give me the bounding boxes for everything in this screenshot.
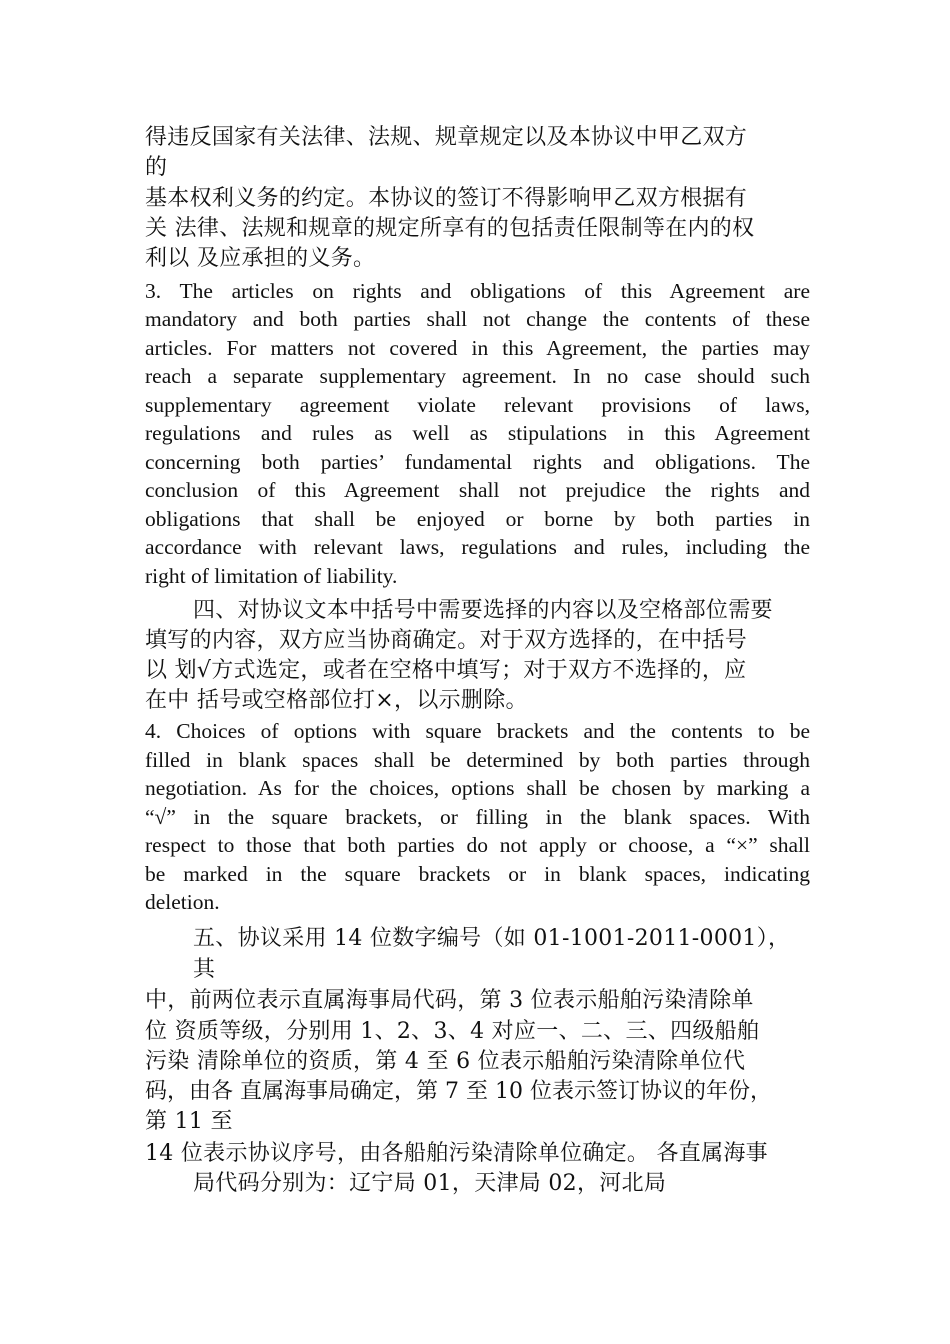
- text-line: obligations that shall be enjoyed or borne by both parties in: [145, 507, 810, 531]
- text-line: reach a separate supplementary agreement. In no case should such: [145, 364, 810, 388]
- text-line: conclusion of this Agreement shall not prejudice the rights and: [145, 478, 810, 502]
- text-line: “√” in the square brackets, or filling in the blank spaces. With: [145, 805, 810, 829]
- text-line: 3. The articles on rights and obligations of this Agreement are: [145, 279, 810, 303]
- text-line: supplementary agreement violate relevant provisions of laws,: [145, 393, 810, 417]
- text-line: 位 资质等级，分别用 1、2、3、4 对应一、二、三、四级船舶: [145, 1019, 760, 1044]
- text-line: 4. Choices of options with square brackets and the contents to be: [145, 719, 810, 743]
- text-line: be marked in the square brackets or in blank spaces, indicating: [145, 862, 810, 886]
- text-line: concerning both parties’ fundamental rights and obligations. The: [145, 450, 810, 474]
- text-line: 以 划√方式选定，或者在空格中填写；对于双方不选择的，应: [145, 658, 747, 683]
- text-line: deletion.: [145, 890, 220, 914]
- text-line: 五、协议采用 14 位数字编号（如 01-1001-2011-0001），: [193, 926, 791, 951]
- text-line: 四、对协议文本中括号中需要选择的内容以及空格部位需要: [193, 598, 773, 623]
- text-line: mandatory and both parties shall not change the contents of these: [145, 307, 810, 331]
- text-line: 的: [145, 155, 168, 180]
- text-line: 其: [193, 957, 216, 982]
- text-line: negotiation. As for the choices, options shall be chosen by marking a: [145, 776, 810, 800]
- text-line: filled in blank spaces shall be determined by both parties through: [145, 748, 810, 772]
- text-line: 填写的内容，双方应当协商确定。对于双方选择的，在中括号: [145, 628, 748, 653]
- text-line: 得违反国家有关法律、法规、规章规定以及本协议中甲乙双方: [145, 125, 748, 150]
- text-line: 在中 括号或空格部位打×，以示删除。: [145, 688, 528, 713]
- text-line: 利以 及应承担的义务。: [145, 246, 376, 271]
- text-line: accordance with relevant laws, regulations and rules, including the: [145, 535, 810, 559]
- text-line: 关 法律、法规和规章的规定所享有的包括责任限制等在内的权: [145, 216, 755, 241]
- text-line: 中，前两位表示直属海事局代码，第 3 位表示船舶污染清除单: [145, 988, 754, 1013]
- text-line: 局代码分别为：辽宁局 01，天津局 02，河北局: [193, 1171, 667, 1196]
- text-line: 14 位表示协议序号，由各船舶污染清除单位确定。 各直属海事: [145, 1141, 768, 1166]
- text-line: articles. For matters not covered in this Agreement, the parties may: [145, 336, 810, 360]
- text-line: 基本权利义务的约定。本协议的签订不得影响甲乙双方根据有: [145, 186, 748, 211]
- text-line: 污染 清除单位的资质，第 4 至 6 位表示船舶污染清除单位代: [145, 1049, 746, 1074]
- text-line: respect to those that both parties do not apply or choose, a “×” shall: [145, 833, 810, 857]
- text-line: right of limitation of liability.: [145, 564, 398, 588]
- text-line: regulations and rules as well as stipulations in this Agreement: [145, 421, 810, 445]
- text-line: 码，由各 直属海事局确定，第 7 至 10 位表示签订协议的年份，: [145, 1079, 772, 1104]
- text-line: 第 11 至: [145, 1109, 233, 1134]
